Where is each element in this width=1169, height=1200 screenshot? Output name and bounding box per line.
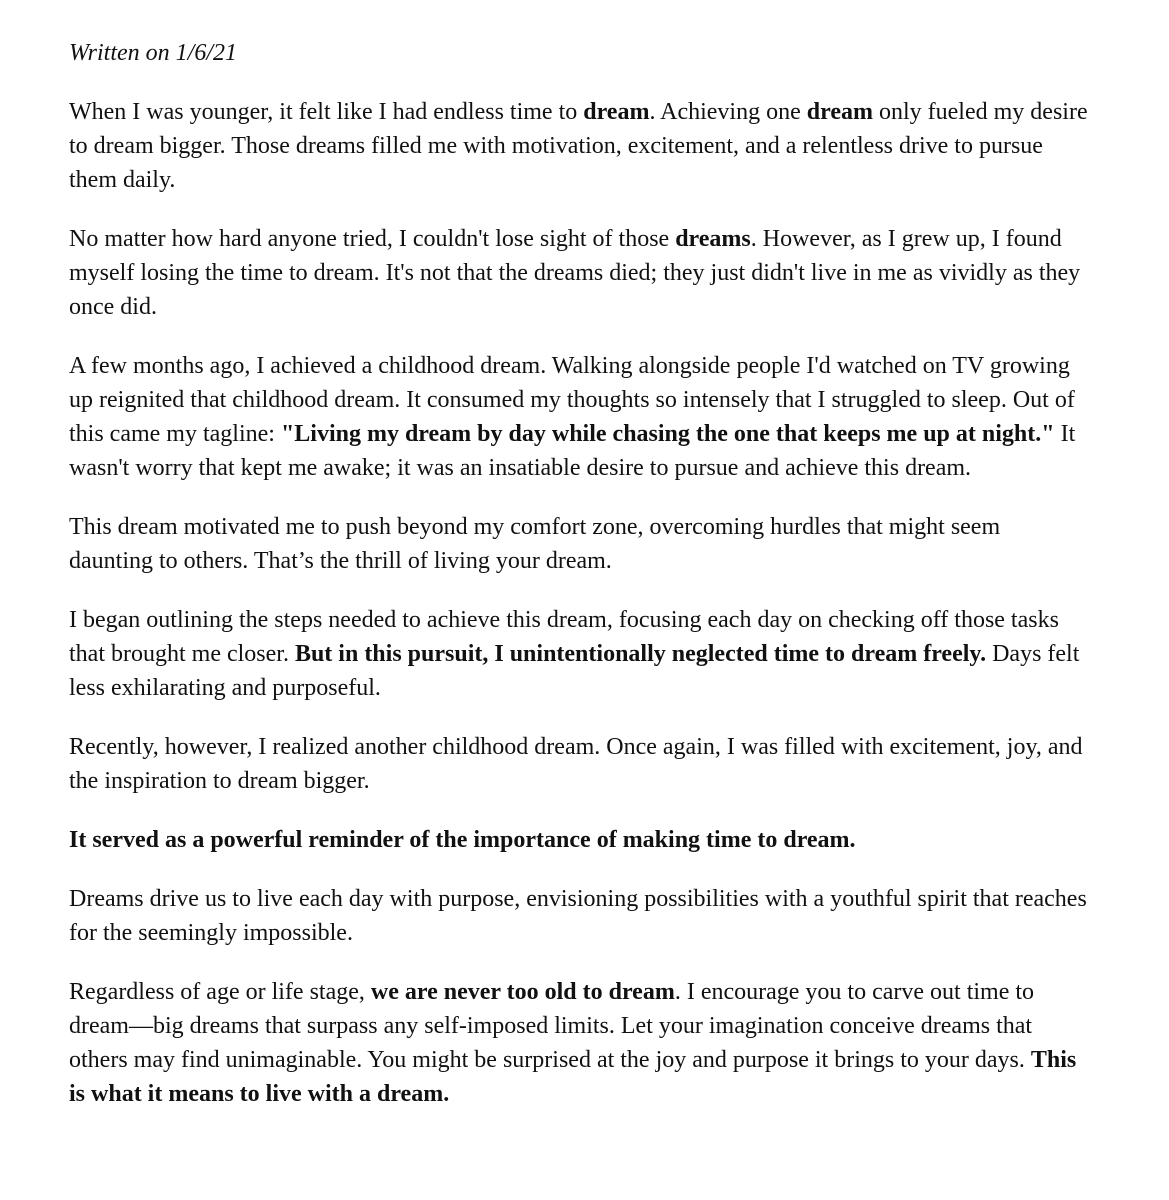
paragraph-text: only fueled my desire to dream bigger. Those dreams filled me with motivation, excitement, and a relentless drive to pursue them daily. [69, 99, 1088, 193]
paragraph-text: Recently, however, I realized another childhood dream. Once again, I was filled with excitement, joy, and the inspiration to dream bigger. [69, 734, 1083, 794]
paragraph-text: . I encourage you to carve out time to dream—big dreams that surpass any self-imposed limits. Let your imagination conceive dreams that others may find unimaginable. You might be surprised at the joy and purpose it brings to your days. [69, 979, 1035, 1073]
paragraph-text: When I was younger, it felt like I had endless time to [69, 99, 584, 125]
paragraph-7 [69, 823, 1089, 857]
bold-text: dreams [675, 226, 751, 252]
article [69, 36, 1089, 1136]
written-date: Written on 1/6/21 [69, 40, 237, 66]
paragraph-8 [69, 882, 1089, 950]
bold-text: we are never too old to dream [370, 979, 675, 1005]
bold-text: dream [806, 99, 873, 125]
paragraph-4 [69, 510, 1089, 578]
paragraph-text: No matter how hard anyone tried, I couldn't lose sight of those [69, 226, 676, 252]
paragraph-1 [69, 95, 1089, 197]
paragraph-text: This dream motivated me to push beyond my comfort zone, overcoming hurdles that might seem daunting to others. That’s the thrill of living your dream. [69, 514, 1001, 574]
bold-text: It served as a powerful reminder of the importance of making time to dream. [69, 827, 856, 853]
paragraph-3 [69, 349, 1089, 485]
paragraph-text: Regardless of age or life stage, [69, 979, 371, 1005]
closing-statement: This is what it means to live with a dream. [69, 1047, 1077, 1107]
paragraph-text: Dreams drive us to live each day with purpose, envisioning possibilities with a youthful spirit that reaches for the seemingly impossible. [69, 886, 1087, 946]
bold-text: dream [583, 99, 650, 125]
paragraph-text: A few months ago, I achieved a childhood dream. Walking alongside people I'd watched on TV growing up reignited that childhood dream. It consumed my thoughts so intensely that I struggled to sleep. Out of this came my tagline: [69, 353, 1075, 447]
paragraph-text: . Achieving one [649, 99, 807, 125]
paragraph-text: . However, as I grew up, I found myself losing the time to dream. It's not that the dreams died; they just didn't live in me as vividly as they once did. [69, 226, 1081, 320]
tagline-quote: "Living my dream by day while chasing the one that keeps me up at night." [280, 421, 1055, 447]
paragraph-text: I began outlining the steps needed to achieve this dream, focusing each day on checking off those tasks that brought me closer. [69, 607, 1059, 667]
paragraph-2 [69, 222, 1089, 324]
paragraph-text: Days felt less exhilarating and purposeful. [69, 641, 1080, 701]
paragraph-text: It wasn't worry that kept me awake; it was an insatiable desire to pursue and achieve this dream. [69, 421, 1076, 481]
paragraph-5 [69, 603, 1089, 705]
bold-text: But in this pursuit, I unintentionally neglected time to dream freely. [294, 641, 987, 667]
paragraph-9 [69, 975, 1089, 1111]
paragraph-6 [69, 730, 1089, 798]
